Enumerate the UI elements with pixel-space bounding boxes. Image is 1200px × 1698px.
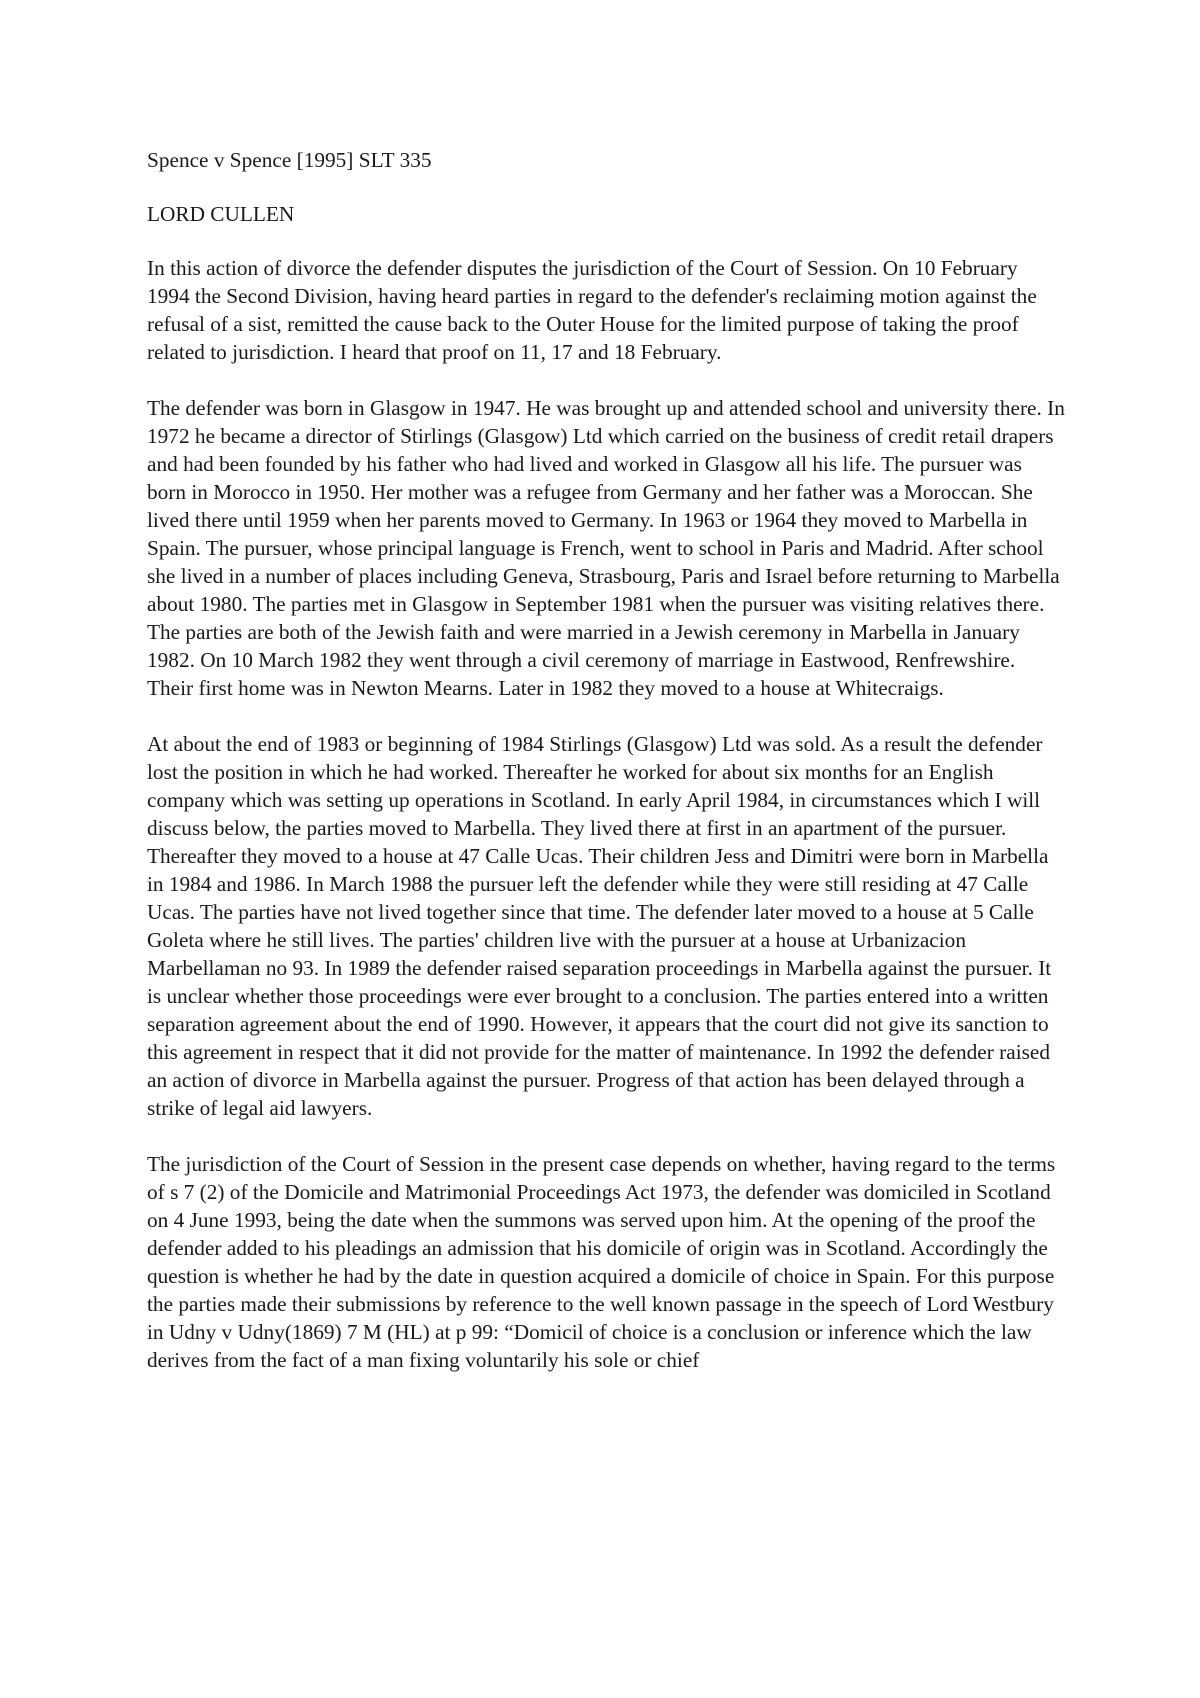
paragraph-3: At about the end of 1983 or beginning of 1984 Stirlings (Glasgow) Ltd was sold. As a result the defender lost the position in which he had worked. Thereafter he worked for about six months for an English company which was setting up operations in Scotland. In early April 1984, in circumstances which I will discuss below, the parties moved to Marbella. They lived there at first in an apartment of the pursuer. Thereafter they moved to a house at 47 Calle Ucas. Their children Jess and Dimitri were born in Marbella in 1984 and 1986. In March 1988 the pursuer left the defender while they were still residing at 47 Calle Ucas. The parties have not lived together since that time. The defender later moved to a house at 5 Calle Goleta where he still lives. The parties' children live with the pursuer at a house at Urbanizacion Marbellaman no 93. In 1989 the defender raised separation proceedings in Marbella against the pursuer. It is unclear whether those proceedings were ever brought to a conclusion. The parties entered into a written separation agreement about the end of 1990. However, it appears that the court did not give its sanction to this agreement in respect that it did not provide for the matter of maintenance. In 1992 the defender raised an action of divorce in Marbella against the pursuer. Progress of that action has been delayed through a strike of legal aid lawyers. [147,732,1052,1120]
paragraph-1: In this action of divorce the defender disputes the jurisdiction of the Court of Session. On 10 February 1994 the Second Division, having heard parties in regard to the defender's reclaiming motion against the refusal of a sist, remitted the cause back to the Outer House for the limited purpose of taking the proof related to jurisdiction. I heard that proof on 11, 17 and 18 February. [147,256,1037,364]
document-body [147,146,1065,1402]
paragraph-4: The jurisdiction of the Court of Session in the present case depends on whether, having regard to the terms of s 7 (2) of the Domicile and Matrimonial Proceedings Act 1973, the defender was domiciled in Scotland on 4 June 1993, being the date when the summons was served upon him. At the opening of the proof the defender added to his pleadings an admission that his domicile of origin was in Scotland. Accordingly the question is whether he had by the date in question acquired a domicile of choice in Spain. For this purpose the parties made their submissions by reference to the well known passage in the speech of Lord Westbury in Udny v Udny(1869) 7 M (HL) at p 99: “Domicil of choice is a conclusion or inference which the law derives from the fact of a man fixing voluntarily his sole or chief [147,1152,1056,1372]
paragraph-2: The defender was born in Glasgow in 1947. He was brought up and attended school and university there. In 1972 he became a director of Stirlings (Glasgow) Ltd which carried on the business of credit retail drapers and had been founded by his father who had lived and worked in Glasgow all his life. The pursuer was born in Morocco in 1950. Her mother was a refugee from Germany and her father was a Moroccan. She lived there until 1959 when her parents moved to Germany. In 1963 or 1964 they moved to Marbella in Spain. The pursuer, whose principal language is French, went to school in Paris and Madrid. After school she lived in a number of places including Geneva, Strasbourg, Paris and Israel before returning to Marbella about 1980. The parties met in Glasgow in September 1981 when the pursuer was visiting relatives there. The parties are both of the Jewish faith and were married in a Jewish ceremony in Marbella in January 1982. On 10 March 1982 they went through a civil ceremony of marriage in Eastwood, Renfrewshire. Their first home was in Newton Mearns. Later in 1982 they moved to a house at Whitecraigs. [147,396,1065,700]
judge-name: LORD CULLEN [147,202,295,226]
case-title: Spence v Spence [1995] SLT 335 [147,148,432,172]
